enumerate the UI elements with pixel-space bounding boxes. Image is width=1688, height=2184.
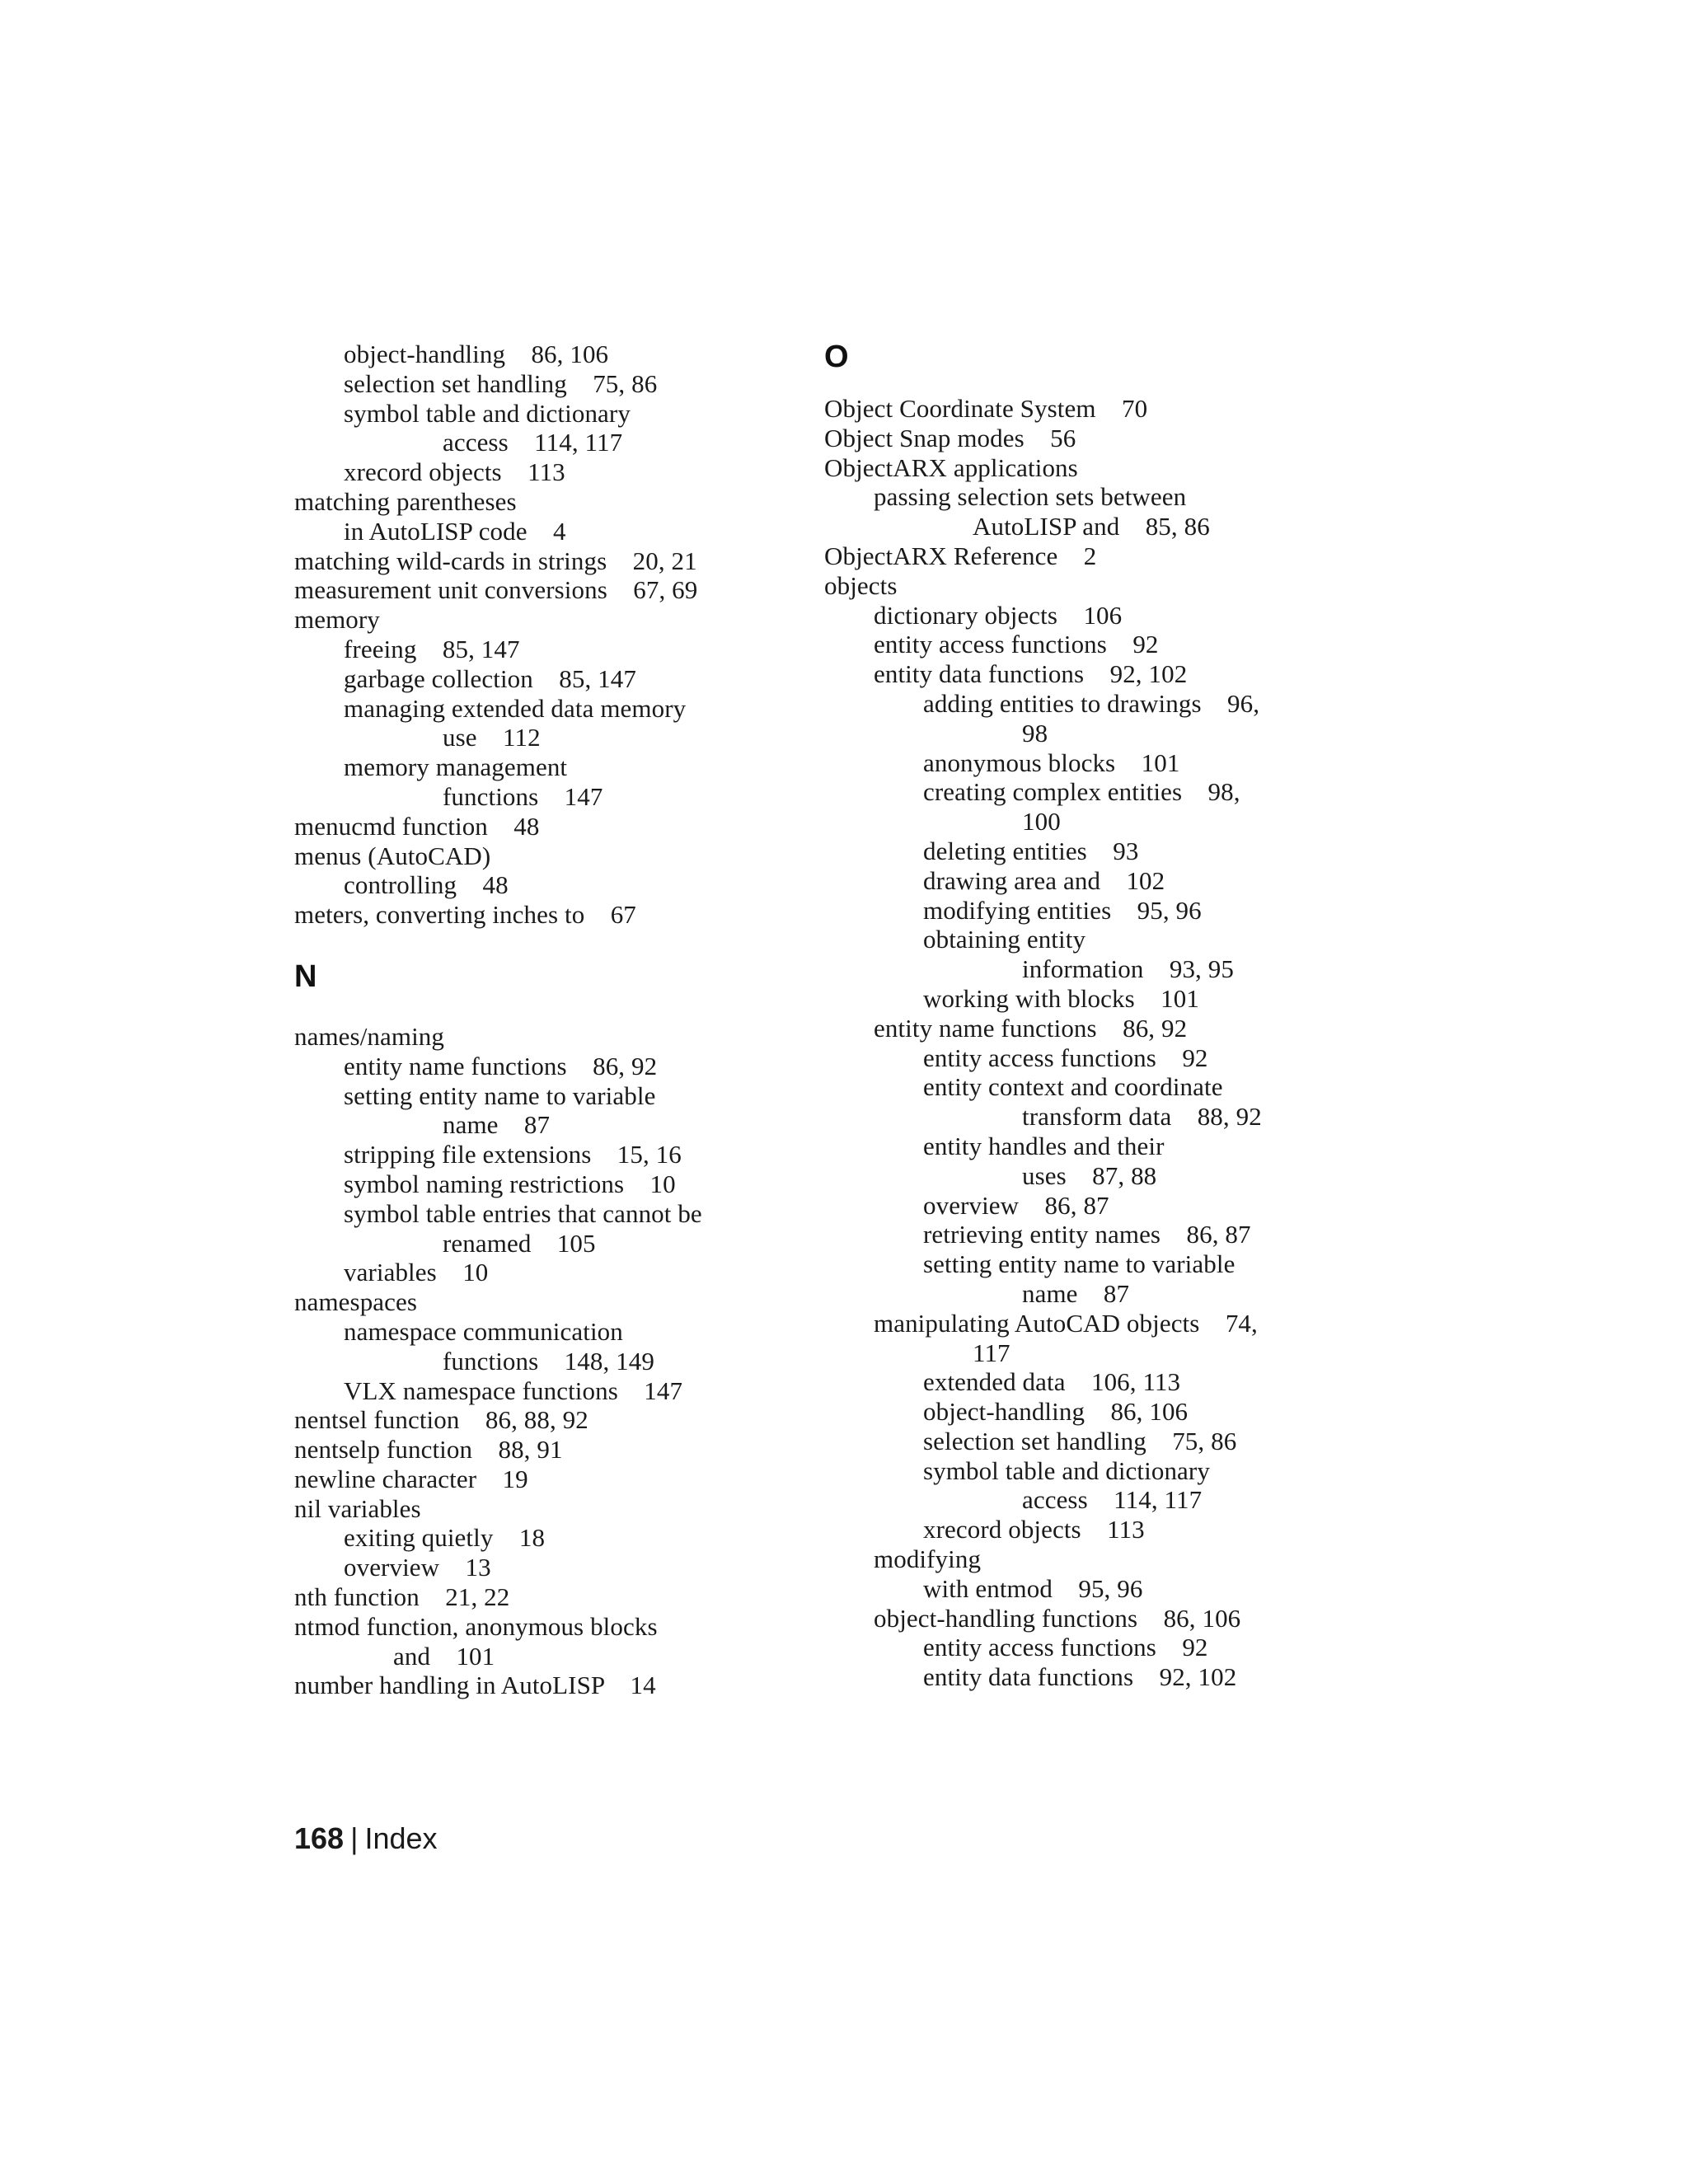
index-subentry: setting entity name to variable xyxy=(923,1249,1236,1279)
index-subentry: entity access functions 92 xyxy=(923,1633,1208,1662)
index-entry: Object Coordinate System 70 xyxy=(824,394,1148,423)
index-subentry: dictionary objects 106 xyxy=(874,600,1123,630)
index-subentry: entity context and coordinate xyxy=(923,1072,1223,1102)
index-subentry: modifying xyxy=(874,1544,982,1574)
index-subentry: managing extended data memory xyxy=(344,693,687,723)
index-entry: number handling in AutoLISP 14 xyxy=(294,1671,656,1700)
index-subentry: overview 13 xyxy=(344,1553,491,1582)
index-subentry: entity name functions 86, 92 xyxy=(874,1013,1188,1043)
index-subentry: use 112 xyxy=(443,723,541,752)
index-subentry: and 101 xyxy=(393,1641,495,1671)
index-entry: meters, converting inches to 67 xyxy=(294,900,636,930)
section-letter-n: N xyxy=(294,958,317,994)
index-subentry: with entmod 95, 96 xyxy=(923,1573,1143,1603)
index-subentry: object-handling functions 86, 106 xyxy=(874,1603,1241,1633)
page-footer xyxy=(294,1821,438,1856)
footer-section-title: Index xyxy=(364,1821,438,1855)
index-subentry: creating complex entities 98, xyxy=(923,777,1240,807)
index-entry: ntmod function, anonymous blocks xyxy=(294,1611,658,1641)
index-entry: menus (AutoCAD) xyxy=(294,841,491,870)
index-subentry: 100 xyxy=(1022,807,1061,837)
index-subentry: xrecord objects 113 xyxy=(344,457,565,487)
index-subentry: 117 xyxy=(973,1338,1010,1367)
index-entry: nth function 21, 22 xyxy=(294,1582,510,1612)
index-subentry: symbol table and dictionary xyxy=(923,1455,1210,1485)
index-subentry: information 93, 95 xyxy=(1022,954,1234,984)
index-entry: ObjectARX applications xyxy=(824,452,1078,482)
index-subentry: functions 148, 149 xyxy=(443,1346,654,1376)
index-subentry: selection set handling 75, 86 xyxy=(923,1426,1237,1455)
index-subentry: entity handles and their xyxy=(923,1131,1165,1160)
index-subentry: garbage collection 85, 147 xyxy=(344,663,636,693)
index-entry: newline character 19 xyxy=(294,1464,528,1493)
index-subentry: functions 147 xyxy=(443,781,603,811)
index-subentry: manipulating AutoCAD objects 74, xyxy=(874,1308,1258,1338)
index-subentry: name 87 xyxy=(1022,1278,1130,1308)
index-subentry: freeing 85, 147 xyxy=(344,634,520,663)
index-subentry: transform data 88, 92 xyxy=(1022,1102,1262,1132)
index-subentry: exiting quietly 18 xyxy=(344,1523,546,1553)
index-subentry: entity access functions 92 xyxy=(923,1043,1208,1072)
index-subentry: object-handling 86, 106 xyxy=(923,1397,1189,1427)
index-subentry: entity data functions 92, 102 xyxy=(874,659,1188,689)
index-entry: namespaces xyxy=(294,1287,418,1317)
index-column-left xyxy=(294,340,789,1700)
index-subentry: modifying entities 95, 96 xyxy=(923,895,1202,925)
index-entry: menucmd function 48 xyxy=(294,811,540,841)
index-subentry: adding entities to drawings 96, xyxy=(923,688,1260,718)
index-subentry: 98 xyxy=(1022,718,1048,748)
index-entry: nentselp function 88, 91 xyxy=(294,1435,563,1465)
index-subentry: retrieving entity names 86, 87 xyxy=(923,1220,1251,1249)
index-subentry: controlling 48 xyxy=(344,870,509,900)
index-subentry: selection set handling 75, 86 xyxy=(344,368,658,398)
index-subentry: access 114, 117 xyxy=(443,428,623,457)
index-subentry: symbol naming restrictions 10 xyxy=(344,1169,676,1198)
index-subentry: drawing area and 102 xyxy=(923,865,1165,895)
index-subentry: object-handling 86, 106 xyxy=(344,340,609,368)
index-subentry: in AutoLISP code 4 xyxy=(344,516,566,546)
index-subentry: symbol table entries that cannot be xyxy=(344,1198,702,1228)
index-subentry: renamed 105 xyxy=(443,1228,596,1258)
index-subentry: name 87 xyxy=(443,1110,551,1140)
index-subentry: anonymous blocks 101 xyxy=(923,748,1180,777)
index-subentry: namespace communication xyxy=(344,1316,623,1346)
index-entry: ObjectARX Reference 2 xyxy=(824,541,1097,570)
index-subentry: variables 10 xyxy=(344,1258,489,1287)
index-entry: names/naming xyxy=(294,1021,444,1051)
index-subentry: stripping file extensions 15, 16 xyxy=(344,1140,682,1169)
index-subentry: working with blocks 101 xyxy=(923,983,1199,1013)
index-subentry: entity data functions 92, 102 xyxy=(923,1662,1237,1692)
footer-separator: | xyxy=(350,1821,359,1855)
index-subentry: entity name functions 86, 92 xyxy=(344,1051,658,1080)
index-subentry: setting entity name to variable xyxy=(344,1080,656,1110)
index-subentry: VLX namespace functions 147 xyxy=(344,1376,683,1405)
index-subentry: xrecord objects 113 xyxy=(923,1515,1145,1544)
index-subentry: overview 86, 87 xyxy=(923,1190,1109,1220)
section-letter-o: O xyxy=(824,340,849,374)
index-subentry: access 114, 117 xyxy=(1022,1485,1203,1515)
index-subentry: AutoLISP and 85, 86 xyxy=(973,512,1210,541)
index-entry: nil variables xyxy=(294,1493,421,1523)
index-subentry: passing selection sets between xyxy=(874,482,1187,512)
index-subentry: extended data 106, 113 xyxy=(923,1367,1181,1397)
index-subentry: obtaining entity xyxy=(923,925,1086,954)
index-subentry: memory management xyxy=(344,752,568,782)
index-subentry: uses 87, 88 xyxy=(1022,1160,1157,1190)
index-subentry: symbol table and dictionary xyxy=(344,398,631,428)
index-subentry: entity access functions 92 xyxy=(874,630,1159,659)
index-entry: memory xyxy=(294,605,380,635)
page-number: 168 xyxy=(294,1821,345,1855)
index-entry: matching parentheses xyxy=(294,486,517,516)
index-entry: matching wild-cards in strings 20, 21 xyxy=(294,546,697,575)
index-subentry: deleting entities 93 xyxy=(923,836,1139,865)
index-entry: Object Snap modes 56 xyxy=(824,423,1076,452)
index-entry: measurement unit conversions 67, 69 xyxy=(294,575,698,605)
index-entry: nentsel function 86, 88, 92 xyxy=(294,1405,588,1435)
index-entry: objects xyxy=(824,570,898,600)
index-column-right xyxy=(824,340,1352,1692)
